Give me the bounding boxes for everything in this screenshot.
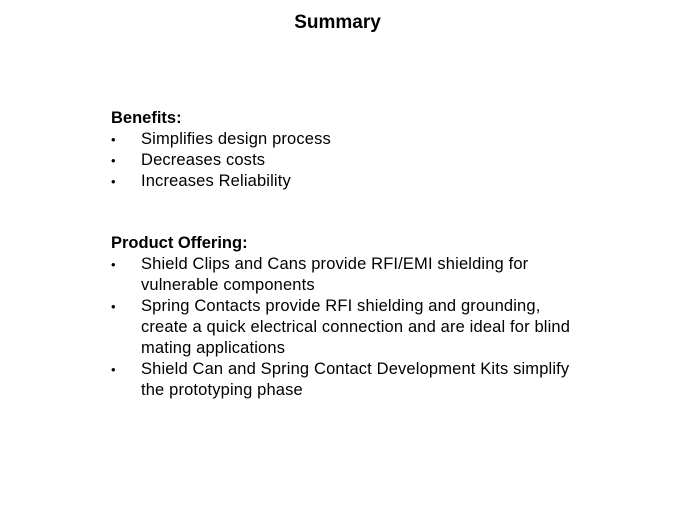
- bullet-icon: •: [111, 174, 116, 189]
- benefits-item-text: Decreases costs: [141, 151, 266, 169]
- benefits-section: [111, 108, 581, 192]
- product-offering-item-text: Shield Can and Spring Contact Development Kits simplify the prototyping phase: [141, 360, 570, 399]
- product-offering-item: [111, 296, 581, 359]
- product-offering-item-text: Spring Contacts provide RFI shielding and grounding, create a quick electrical connection and are ideal for blind mating applications: [141, 297, 571, 357]
- benefits-list: [111, 129, 581, 192]
- benefits-item-text: Simplifies design process: [141, 130, 331, 148]
- bullet-icon: •: [111, 362, 116, 377]
- slide-title: Summary: [294, 12, 381, 33]
- benefits-heading: Benefits:: [111, 109, 182, 127]
- bullet-icon: •: [111, 153, 116, 168]
- benefits-item: [111, 129, 581, 150]
- benefits-item: [111, 150, 581, 171]
- bullet-icon: •: [111, 299, 116, 314]
- bullet-icon: •: [111, 257, 116, 272]
- product-offering-section: [111, 233, 581, 401]
- benefits-item-text: Increases Reliability: [141, 172, 291, 190]
- bullet-icon: •: [111, 132, 116, 147]
- product-offering-item: [111, 254, 581, 296]
- product-offering-list: [111, 254, 581, 401]
- product-offering-item-text: Shield Clips and Cans provide RFI/EMI shielding for vulnerable components: [141, 255, 529, 294]
- benefits-item: [111, 171, 581, 192]
- product-offering-heading: Product Offering:: [111, 234, 248, 252]
- product-offering-item: [111, 359, 581, 401]
